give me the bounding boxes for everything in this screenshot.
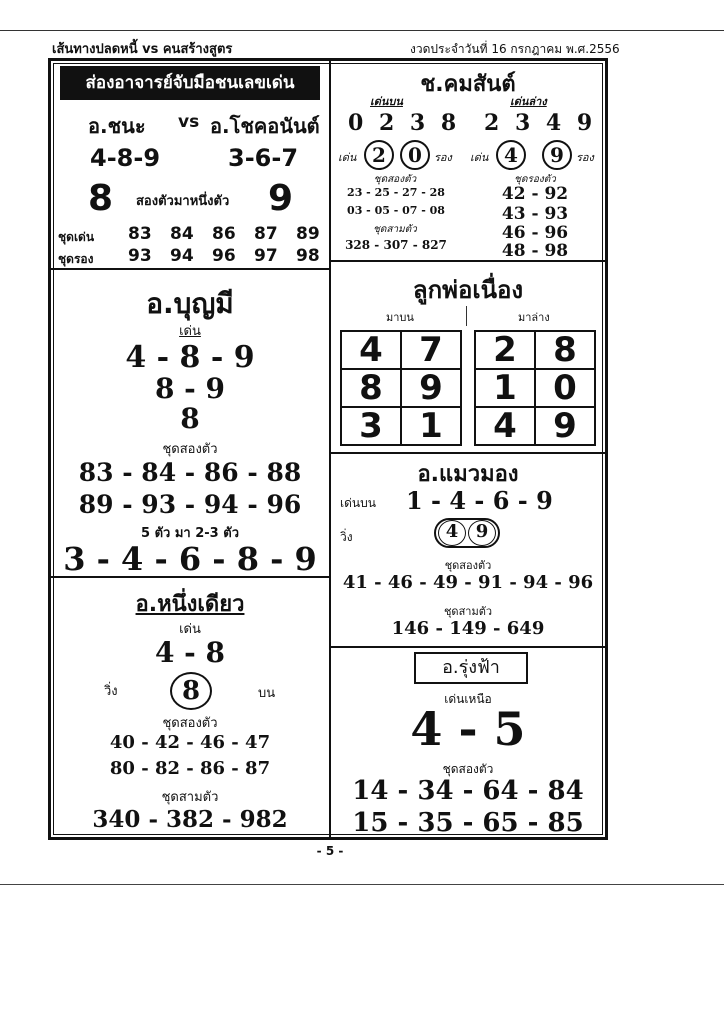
- box2-set2-label: ชุดสองตัว: [373, 174, 417, 185]
- box1-row2-label: ชุดรอง: [58, 252, 94, 266]
- box5-den-upper: 1 - 4 - 6 - 9: [406, 486, 553, 515]
- box3-five-line: 3 - 4 - 6 - 8 - 9: [63, 540, 317, 578]
- page-header: [0, 0, 724, 57]
- box2-right-pair: 46 - 96: [501, 223, 569, 243]
- box6-set2-line2: 80 - 82 - 86 - 87: [109, 758, 271, 779]
- box7-line2: 15 - 35 - 65 - 85: [352, 808, 584, 838]
- box5-set2-label: ชุดสองตัว: [444, 559, 492, 572]
- box5-set3: 146 - 149 - 649: [391, 618, 545, 639]
- box6-set3-label: ชุดสามตัว: [161, 790, 219, 805]
- bottom-rule: [0, 884, 724, 885]
- box7-big: 4 - 5: [410, 702, 526, 756]
- box3-set2-label: ชุดสองตัว: [162, 442, 218, 457]
- box4-title: ลูกพ่อเนื่อง: [412, 276, 524, 304]
- box7-title: อ.รุ่งฟ้า: [414, 652, 528, 684]
- box3-title: อ.บุญมี: [146, 287, 234, 320]
- box1-vs: vs: [178, 112, 200, 132]
- box4-label-divider: [466, 306, 467, 326]
- box1-big-left: 8: [88, 178, 114, 219]
- box6-bon: บน: [258, 686, 276, 701]
- right-grid-cell: 8: [534, 330, 596, 370]
- box1-row2-item: 96: [212, 246, 236, 266]
- box6-set3: 340 - 382 - 982: [92, 806, 288, 833]
- box1-left-name: อ.ชนะ: [88, 114, 146, 138]
- left-grid-cell: 4: [340, 330, 402, 370]
- box1-row1-item: 84: [170, 224, 194, 244]
- box2-upper-label: เด่นบน: [370, 95, 403, 108]
- box1-row1-label: ชุดเด่น: [58, 230, 95, 244]
- box6-den-nums: 4 - 8: [154, 636, 226, 669]
- box2-upper-circle-1: 2: [364, 140, 394, 170]
- box1-row1-item: 83: [128, 224, 152, 244]
- box3-line1: 4 - 8 - 9: [125, 340, 255, 375]
- header-left-title: เส้นทางปลดหนี้ vs คนสร้างสูตร: [52, 42, 233, 57]
- box2-lower-circle-2: 9: [542, 140, 572, 170]
- box7-set2-label: ชุดสองตัว: [442, 762, 494, 776]
- box5-wing-circle-2: 9: [468, 520, 496, 546]
- box2-right-pair: 42 - 92: [501, 184, 569, 204]
- box1-row2-item: 97: [254, 246, 278, 266]
- box6-set2-line1: 40 - 42 - 46 - 47: [109, 732, 271, 753]
- box1-big-right: 9: [268, 178, 294, 219]
- box2-lower-circle-1: 4: [496, 140, 526, 170]
- box6-wing-label: วิ่ง: [104, 684, 118, 699]
- left-grid-cell: 9: [400, 368, 462, 408]
- box3-den: เด่น: [179, 324, 201, 339]
- right-grid-cell: 1: [474, 368, 536, 408]
- box2-right-label: ชุดรองตัว: [514, 174, 556, 185]
- box2-right-pair: 48 - 98: [501, 241, 569, 261]
- left-grid-cell: 8: [340, 368, 402, 408]
- box2-lower-nums: 2 3 4 9: [484, 110, 597, 136]
- box2-right-pair: 43 - 93: [501, 204, 569, 224]
- box5-set2: 41 - 46 - 49 - 91 - 94 - 96: [342, 572, 594, 593]
- right-grid-cell: 9: [534, 406, 596, 446]
- box2-den-label-2: เด่น: [470, 151, 489, 164]
- box1-row1-item: 87: [254, 224, 278, 244]
- box1-row2-item: 94: [170, 246, 194, 266]
- box2-rong-label: รอง: [434, 151, 452, 164]
- box1-banner: ส่องอาจารย์จับมือชนเลขเด่น: [60, 66, 320, 100]
- box2-set2-line: 03 - 05 - 07 - 08: [347, 204, 445, 217]
- left-grid-cell: 3: [340, 406, 402, 446]
- box6-title: อ.หนึ่งเดียว: [135, 592, 245, 617]
- divider-box4: [330, 452, 606, 454]
- box6-den: เด่น: [179, 622, 201, 637]
- left-grid-cell: 7: [400, 330, 462, 370]
- box1-right-nums: 3-6-7: [228, 144, 299, 172]
- box2-set3: 328 - 307 - 827: [345, 238, 447, 252]
- divider-box5: [330, 646, 606, 648]
- box1-row2-item: 93: [128, 246, 152, 266]
- right-grid-cell: 0: [534, 368, 596, 408]
- box3-set2-line1: 83 - 84 - 86 - 88: [78, 458, 302, 487]
- box6-wing-circle: 8: [170, 672, 212, 710]
- box5-title: อ.แมวมอง: [417, 462, 519, 487]
- box5-wing-circle-1: 4: [438, 520, 466, 546]
- box2-title: ช.คมสันต์: [420, 72, 516, 97]
- box1-mid-text: สองตัวมาหนึ่งตัว: [136, 194, 230, 209]
- left-grid-cell: 1: [400, 406, 462, 446]
- box1-row1-item: 89: [296, 224, 320, 244]
- box1-left-nums: 4-8-9: [90, 144, 161, 172]
- box2-set3-label: ชุดสามตัว: [373, 224, 417, 235]
- box5-wing-label: วิ่ง: [340, 530, 353, 544]
- box2-lower-label: เด่นล่าง: [510, 95, 547, 108]
- box3-set2-line2: 89 - 93 - 94 - 96: [78, 490, 302, 519]
- box3-five-two: 5 ตัว มา 2-3 ตัว: [141, 526, 239, 541]
- page-number: - 5 -: [316, 844, 344, 858]
- box7-line1: 14 - 34 - 64 - 84: [352, 776, 584, 806]
- box5-set3-label: ชุดสามตัว: [443, 605, 493, 618]
- box2-den-label: เด่น: [338, 151, 357, 164]
- box4-lower-label: มาล่าง: [518, 311, 550, 324]
- box2-upper-circle-2: 0: [400, 140, 430, 170]
- box6-set2-label: ชุดสองตัว: [162, 716, 218, 731]
- box4-upper-label: มาบน: [386, 311, 414, 324]
- box1-row1-item: 86: [212, 224, 236, 244]
- box5-den-upper-label: เด่นบน: [340, 496, 376, 510]
- box7-den-north: เด่นเหนือ: [444, 692, 492, 706]
- box1-right-name: อ.โชคอนันต์: [210, 114, 320, 138]
- header-date: งวดประจำวันที่ 16 กรกฎาคม พ.ศ.2556: [410, 42, 620, 56]
- top-rule: [0, 30, 724, 31]
- box2-rong-label-2: รอง: [576, 151, 594, 164]
- right-grid-cell: 4: [474, 406, 536, 446]
- box2-upper-nums: 0 2 3 8: [348, 110, 461, 136]
- box3-line2: 8 - 9: [154, 372, 226, 405]
- right-grid-cell: 2: [474, 330, 536, 370]
- box2-set2-line: 23 - 25 - 27 - 28: [347, 186, 445, 199]
- box1-row2-item: 98: [296, 246, 320, 266]
- box3-line3: 8: [180, 402, 200, 435]
